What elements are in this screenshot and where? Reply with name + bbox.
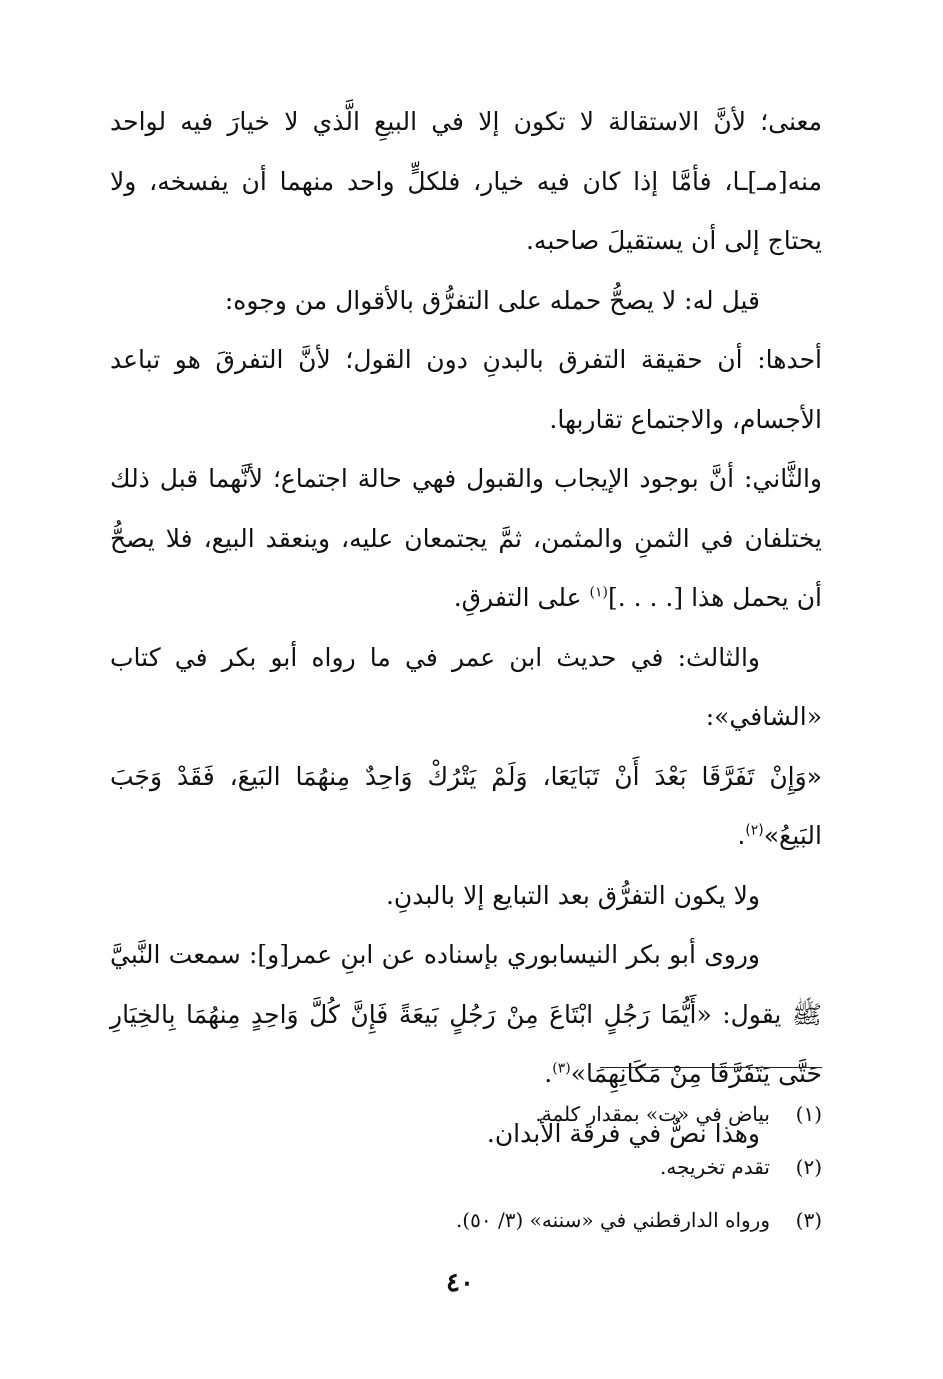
- paragraph-first-reason: أحدها: أن حقيقة التفرق بالبدنِ دون القول؛ لأنَّ التفرقَ هو تباعد الأجسام، والاجتماع تقاربها.: [110, 345, 822, 434]
- main-text: [110, 92, 822, 1163]
- footnote-text: تقدم تخريجه.: [660, 1155, 770, 1179]
- footnote-ref-2[interactable]: (٢): [745, 822, 764, 839]
- footnote-text: ورواه الدارقطني في «سننه» (٣/ ٥٠).: [455, 1208, 770, 1232]
- page-number: ٤٠: [446, 1268, 474, 1298]
- footnote-text: بياض في «ت» بمقدار كلمة.: [535, 1102, 770, 1126]
- paragraph-second-reason: والثَّاني: أنَّ بوجود الإيجاب والقبول فهي حالة اجتماع؛ لأنَّهما قبل ذلك يختلفان في الثمنِ والمثمن، ثمَّ يجتمعان عليه، وينعقد البيع، فلا يصحُّ أن يحمل هذا [. . . .]$^{(١)}$ على التفرقِ.: [110, 464, 822, 612]
- paragraph-third-reason: والثالث: في حديث ابن عمر في ما رواه أبو بكر في كتاب «الشافي»:: [110, 642, 822, 731]
- footnotes-list: [300, 1088, 822, 1247]
- paragraph-conclusion: وهذا نصٌّ في فرقة الأبدان.: [486, 1118, 760, 1148]
- footnote-number: (١): [795, 1102, 822, 1126]
- paragraph-istiqala: معنى؛ لأنَّ الاستقالة لا تكون إلا في البيعِ الَّذي لا خيارَ فيه لواحد منه[مـ]ـا، فأمَّا إذا كان فيه خيار، فلكلٍّ واحد منهما أن يفسخه، ولا يحتاج إلى أن يستقيلَ صاحبه.: [110, 107, 822, 255]
- footnote-3: [300, 1194, 822, 1247]
- footnote-1: [300, 1088, 822, 1141]
- paragraph-qila-lahu: قيل له: لا يصحُّ حمله على التفرُّق بالأقوال من وجوه:: [224, 285, 760, 315]
- footnote-2: [300, 1141, 822, 1194]
- footnote-number: (٣): [795, 1208, 822, 1232]
- footnote-separator: [600, 1067, 822, 1068]
- paragraph-nisaburi-narration: وروى أبو بكر النيسابوري بإسناده عن ابنِ عمر[و]: سمعت النَّبيَّ ﷺ يقول: «أَيُّمَا رَجُلٍ ابْتَاعَ مِنْ رَجُلٍ بَيعَةً فَإِنَّ كُلَّ وَاحِدٍ مِنهُمَا بِالخِيَارِ حَتَّى يَتَفَرَّقَا مِنْ مَكَانِهِمَا»$^{(٣)}$.: [110, 940, 822, 1088]
- paragraph-tafarruq-badan: ولا يكون التفرُّق بعد التبايع إلا بالبدنِ.: [385, 880, 760, 910]
- hadith-quote-1: «وَإِنْ تَفَرَّقَا بَعْدَ أَنْ تَبَايَعَا، وَلَمْ يَتْرُكْ وَاحِدٌ مِنهُمَا البَيعَ، فَقَدْ وَجَبَ البَيعُ»$^{(٢)}$.: [110, 761, 822, 850]
- footnote-ref-1[interactable]: (١): [589, 584, 608, 601]
- footnote-ref-3[interactable]: (٣): [552, 1060, 571, 1077]
- footnote-number: (٢): [795, 1155, 822, 1179]
